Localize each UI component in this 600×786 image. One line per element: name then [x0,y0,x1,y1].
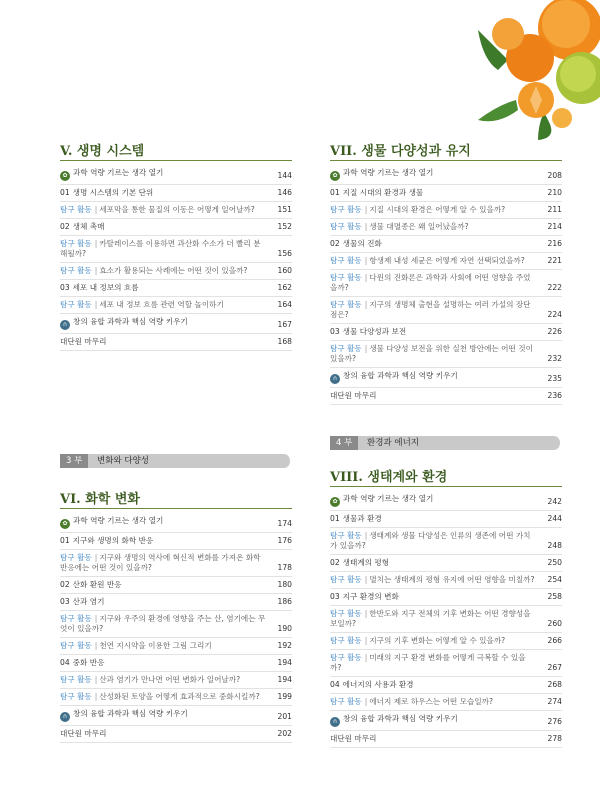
page-number: 222 [547,283,562,292]
topic-number: 02 [60,580,70,589]
activity-title: 생물 대멸종은 왜 일어났을까? [369,222,469,231]
topic-number: 01 [60,188,70,197]
entry-text [60,266,292,276]
toc-entry[interactable] [60,577,292,594]
activity-badge: 탐구 활동 [330,575,362,584]
toc-entry[interactable] [330,270,562,297]
page-number: 216 [547,239,562,248]
banner-end-cap [278,454,290,468]
entry-text [330,653,562,673]
divider: | [364,344,368,353]
sprout-icon: ✿ [330,497,340,507]
page-number: 236 [547,391,562,400]
toc-entry[interactable] [60,280,292,297]
page-number: 178 [277,563,292,572]
toc-entry[interactable] [60,689,292,706]
entry-text [60,536,292,546]
toc-entry[interactable] [60,533,292,550]
page-number: 167 [277,320,292,329]
divider: | [364,531,368,540]
toc-entry[interactable] [60,219,292,236]
activity-badge: 탐구 활동 [60,614,92,623]
entry-text [60,317,292,330]
entry-title: 창의 융합 과학과 핵심 역량 키우기 [73,709,188,718]
topic-number: 04 [330,680,340,689]
activity-badge: 탐구 활동 [60,266,92,275]
divider: | [364,300,368,309]
divider: | [94,614,98,623]
page-number: 278 [547,734,562,743]
page-number: 144 [277,171,292,180]
activity-badge: 탐구 활동 [330,697,362,706]
creative-icon: ∩ [60,320,70,330]
part-number: 4 부 [330,436,358,450]
entry-text [330,531,562,551]
topic-number: 01 [60,536,70,545]
entry-text [330,575,562,585]
part-title: 환경과 에너지 [367,438,419,448]
activity-badge: 탐구 활동 [330,300,362,309]
entry-title: 창의 융합 과학과 핵심 역량 키우기 [343,371,458,380]
toc-entry[interactable] [330,694,562,711]
activity-title: 세포 내 정보 흐름 관련 역할 놀이하기 [99,300,224,309]
toc-entry[interactable] [330,711,562,731]
entry-text [60,658,292,668]
entry-text [60,516,292,529]
page-number: 208 [547,171,562,180]
page-number: 156 [277,249,292,258]
toc-entry[interactable] [60,202,292,219]
page-number: 164 [277,300,292,309]
toc-entry[interactable] [60,263,292,280]
topic-title: 생물 다양성과 보전 [342,327,407,336]
entry-text [60,205,292,215]
divider: | [364,205,368,214]
topic-number: 03 [330,327,340,336]
activity-title: 효소가 활용되는 사례에는 어떤 것이 있을까? [99,266,248,275]
entry-title: 과학 역량 기르는 생각 열기 [73,516,164,525]
sprout-icon: ✿ [330,171,340,181]
page-number: 254 [547,575,562,584]
summary-title: 대단원 마무리 [60,729,107,738]
creative-icon: ∩ [330,374,340,384]
entry-title: 창의 융합 과학과 핵심 역량 키우기 [73,317,188,326]
entry-text [330,239,562,249]
toc-entry[interactable] [60,185,292,202]
divider: | [364,609,368,618]
toc-entry[interactable] [60,334,292,351]
toc-entry[interactable] [60,314,292,334]
entry-title: 창의 융합 과학과 핵심 역량 키우기 [343,714,458,723]
divider: | [364,653,368,662]
page-number: 226 [547,327,562,336]
topic-number: 01 [330,514,340,523]
activity-title: 생물 다양성 보전을 위한 실천 방안에는 어떤 것이 있을까? [330,344,533,363]
page-number: 194 [277,658,292,667]
banner-end-cap [548,436,560,450]
entry-text [330,391,562,401]
entry-text [60,168,292,181]
divider: | [364,222,368,231]
part-3-banner [60,454,284,468]
entry-text [330,344,562,364]
toc-entry[interactable] [60,655,292,672]
activity-title: 카탈레이스를 이용하면 과산화 수소가 더 빨리 분해될까? [60,239,261,258]
page-number: 174 [277,519,292,528]
activity-badge: 탐구 활동 [60,641,92,650]
page-number: 192 [277,641,292,650]
entry-text [330,558,562,568]
summary-title: 대단원 마무리 [330,734,377,743]
topic-title: 생명 시스템의 기본 단위 [72,188,154,197]
toc-entry[interactable] [60,165,292,185]
topic-title: 생물과 환경 [342,514,382,523]
topic-number: 01 [330,188,340,197]
page-number: 152 [277,222,292,231]
entry-text [60,239,292,259]
part-4-banner [330,436,554,450]
topic-title: 산과 염기 [72,597,105,606]
activity-title: 산성화된 토양을 어떻게 효과적으로 중화시킬까? [99,692,260,701]
entry-text [60,692,292,702]
activity-title: 생태계와 생물 다양성은 인류의 생존에 어떤 가치가 있을까? [330,531,531,550]
entry-title: 과학 역량 기르는 생각 열기 [343,168,434,177]
topic-number: 03 [60,597,70,606]
divider: | [94,205,98,214]
divider: | [94,641,98,650]
toc-entry[interactable] [60,594,292,611]
entry-text [60,283,292,293]
divider: | [94,692,98,701]
entry-text [60,597,292,607]
page-number: 224 [547,310,562,319]
activity-badge: 탐구 활동 [60,675,92,684]
page-number: 211 [547,205,562,214]
activity-title: 지구의 기후 변화는 어떻게 알 수 있을까? [369,636,506,645]
entry-text [330,680,562,690]
toc-entry[interactable] [60,236,292,263]
entry-title: 과학 역량 기르는 생각 열기 [343,494,434,503]
toc-entry[interactable] [330,185,562,202]
activity-badge: 탐구 활동 [330,273,362,282]
topic-title: 세포 내 정보의 흐름 [72,283,139,292]
toc-entry[interactable] [60,672,292,689]
sprout-icon: ✿ [60,519,70,529]
activity-badge: 탐구 활동 [330,205,362,214]
toc-entry[interactable] [330,219,562,236]
toc-entry[interactable] [330,555,562,572]
toc-entry[interactable] [330,633,562,650]
entry-text [330,273,562,293]
entry-text [60,553,292,573]
entry-text [60,188,292,198]
divider: | [364,256,368,265]
entry-text [330,168,562,181]
page-number: 168 [277,337,292,346]
divider: | [364,636,368,645]
toc-entry[interactable] [330,731,562,748]
page-number: 260 [547,619,562,628]
activity-badge: 탐구 활동 [60,692,92,701]
entry-text [330,327,562,337]
activity-badge: 탐구 활동 [60,239,92,248]
page-number: 202 [277,729,292,738]
summary-title: 대단원 마무리 [60,337,107,346]
page-number: 186 [277,597,292,606]
page-number: 235 [547,374,562,383]
toc-entry[interactable] [330,511,562,528]
topic-number: 02 [60,222,70,231]
activity-badge: 탐구 활동 [60,553,92,562]
entry-text [330,592,562,602]
activity-title: 지구와 생명의 역사에 혁신적 변화를 가져온 화학 반응에는 어떤 것이 있을까? [60,553,261,572]
activity-badge: 탐구 활동 [330,531,362,540]
activity-badge: 탐구 활동 [60,205,92,214]
entry-text [60,675,292,685]
entry-text [60,580,292,590]
sprout-icon: ✿ [60,171,70,181]
topic-title: 생태계의 평형 [342,558,390,567]
entry-text [330,697,562,707]
toc-entry[interactable] [330,253,562,270]
topic-title: 중화 반응 [72,658,105,667]
creative-icon: ∩ [330,717,340,727]
activity-title: 산과 염기가 만나면 어떤 변화가 일어날까? [99,675,241,684]
toc-entry[interactable] [60,611,292,638]
divider: | [94,675,98,684]
entry-text [330,494,562,507]
topic-title: 지구와 생명의 화학 반응 [72,536,154,545]
entry-text [330,514,562,524]
entry-text [330,371,562,384]
toc-entry[interactable] [60,297,292,314]
topic-title: 에너지의 사용과 환경 [342,680,414,689]
unit-vi-section [60,488,292,743]
unit-title: VIII. 생태계와 환경 [330,466,562,487]
topic-title: 지구 환경의 변화 [342,592,399,601]
page-number: 180 [277,580,292,589]
toc-entry[interactable] [330,388,562,405]
activity-title: 한반도와 지구 전체의 기후 변화는 어떤 경향성을 보일까? [330,609,531,628]
divider: | [94,239,98,248]
toc-entry[interactable] [330,572,562,589]
unit-title: VII. 생물 다양성과 유지 [330,140,562,161]
toc-entry[interactable] [60,550,292,577]
page-number: 274 [547,697,562,706]
entry-text [330,609,562,629]
activity-title: 천연 지시약을 이용한 그림 그리기 [99,641,212,650]
topic-number: 03 [60,283,70,292]
toc-entry[interactable] [330,324,562,341]
activity-badge: 탐구 활동 [330,609,362,618]
page-number: 190 [277,624,292,633]
page-number: 266 [547,636,562,645]
activity-title: 미래의 지구 환경 변화를 어떻게 극복할 수 있을까? [330,653,526,672]
activity-badge: 탐구 활동 [330,344,362,353]
entry-text [60,222,292,232]
entry-title: 과학 역량 기르는 생각 열기 [73,168,164,177]
toc-entry[interactable] [330,491,562,511]
creative-icon: ∩ [60,712,70,722]
entry-text [60,337,292,347]
page-number: 146 [277,188,292,197]
summary-title: 대단원 마무리 [330,391,377,400]
activity-title: 세포막을 통한 물질의 이동은 어떻게 일어날까? [99,205,255,214]
topic-number: 02 [330,239,340,248]
divider: | [94,300,98,309]
toc-entry[interactable] [330,606,562,633]
activity-title: 멸치는 생태계의 평형 유지에 어떤 영향을 미칠까? [369,575,535,584]
page-number: 162 [277,283,292,292]
entry-text [60,729,292,739]
toc-entry[interactable] [60,638,292,655]
divider: | [94,266,98,275]
part-number: 3 부 [60,454,88,468]
unit-title: VI. 화학 변화 [60,488,292,509]
topic-number: 03 [330,592,340,601]
page-number: 214 [547,222,562,231]
entry-text [60,641,292,651]
divider: | [364,273,368,282]
topic-number: 04 [60,658,70,667]
toc-entry[interactable] [330,650,562,677]
topic-title: 산화 환원 반응 [72,580,122,589]
activity-badge: 탐구 활동 [330,636,362,645]
page-number: 194 [277,675,292,684]
entry-text [60,709,292,722]
toc-entry[interactable] [330,202,562,219]
citrus-fruit-illustration [478,0,600,140]
page-number: 210 [547,188,562,197]
topic-title: 지질 시대의 환경과 생물 [342,188,424,197]
page-number: 268 [547,680,562,689]
toc-entry[interactable] [330,677,562,694]
toc-list [330,165,562,405]
unit-v-section [60,140,292,351]
entry-text [330,205,562,215]
page-number: 258 [547,592,562,601]
entry-text [330,300,562,320]
page-number: 267 [547,663,562,672]
activity-title: 지질 시대의 환경은 어떻게 알 수 있을까? [369,205,506,214]
page-number: 199 [277,692,292,701]
page-number: 250 [547,558,562,567]
page-number: 248 [547,541,562,550]
toc-list [60,513,292,743]
toc-list [330,491,562,748]
page-number: 151 [277,205,292,214]
divider: | [94,553,98,562]
activity-title: 지구와 우주의 환경에 영향을 주는 산, 염기에는 무엇이 있을까? [60,614,266,633]
toc-entry[interactable] [60,513,292,533]
activity-title: 에너지 제로 하우스는 어떤 모습일까? [369,697,494,706]
toc-entry[interactable] [60,726,292,743]
activity-badge: 탐구 활동 [330,256,362,265]
entry-text [60,300,292,310]
page-number: 201 [277,712,292,721]
topic-title: 생물의 진화 [342,239,382,248]
toc-entry[interactable] [330,297,562,324]
page-number: 221 [547,256,562,265]
toc-entry[interactable] [330,368,562,388]
page-number: 244 [547,514,562,523]
unit-vii-section [330,140,562,405]
activity-title: 지구의 생명체 출현을 설명하는 여러 가설의 장단점은? [330,300,531,319]
toc-list [60,165,292,351]
toc-entry[interactable] [330,528,562,555]
divider: | [364,575,368,584]
page-number: 232 [547,354,562,363]
toc-entry[interactable] [330,589,562,606]
toc-entry[interactable] [330,341,562,368]
topic-number: 02 [330,558,340,567]
unit-title: V. 생명 시스템 [60,140,292,161]
page-number: 160 [277,266,292,275]
activity-badge: 탐구 활동 [60,300,92,309]
activity-badge: 탐구 활동 [330,222,362,231]
toc-entry[interactable] [330,236,562,253]
unit-viii-section [330,466,562,748]
entry-text [60,614,292,634]
activity-badge: 탐구 활동 [330,653,362,662]
page-number: 242 [547,497,562,506]
topic-title: 생체 촉매 [72,222,105,231]
toc-entry[interactable] [330,165,562,185]
entry-text [330,256,562,266]
divider: | [364,697,368,706]
activity-title: 항생제 내성 세균은 어떻게 자연 선택되었을까? [369,256,525,265]
entry-text [330,222,562,232]
page-number: 276 [547,717,562,726]
entry-text [330,188,562,198]
part-title: 변화와 다양성 [97,456,149,466]
toc-entry[interactable] [60,706,292,726]
entry-text [330,714,562,727]
page-number: 176 [277,536,292,545]
activity-title: 다윈의 진화론은 과학과 사회에 어떤 영향을 주었을까? [330,273,531,292]
entry-text [330,636,562,646]
entry-text [330,734,562,744]
